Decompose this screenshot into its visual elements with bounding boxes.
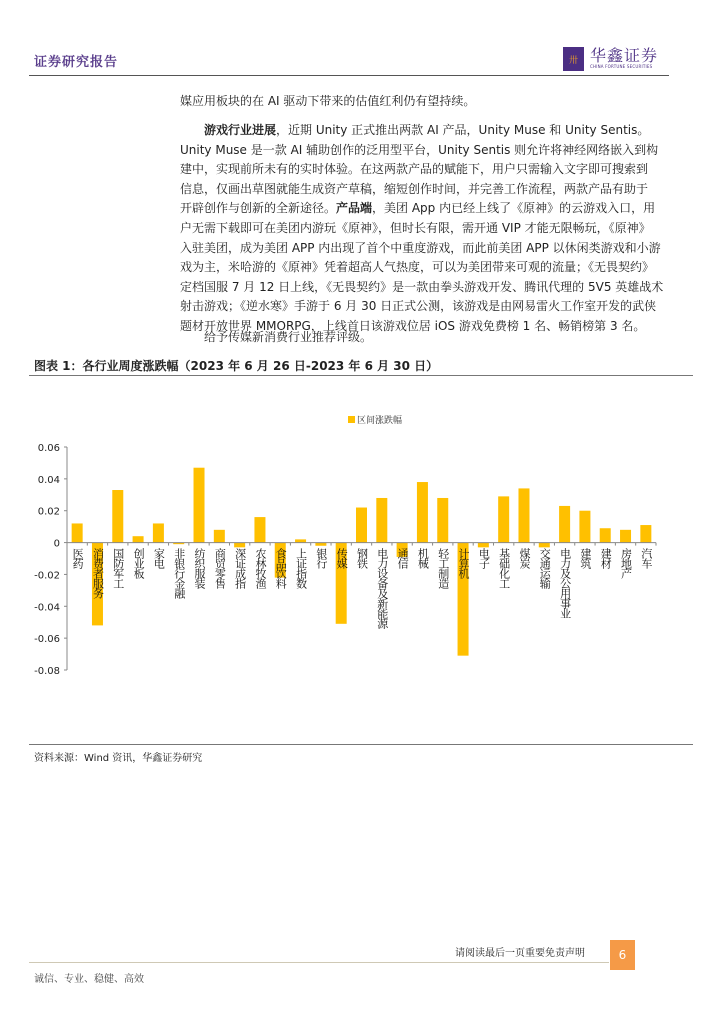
bar-机械 bbox=[417, 482, 428, 543]
text-line bbox=[180, 141, 692, 161]
bar-轻工制造 bbox=[437, 498, 448, 543]
text-run: 户无需下载即可在美团内游玩《原神》，但时长有限，需开通 VIP 才能无限畅玩，《原神》 bbox=[180, 220, 651, 235]
y-tick-label: -0.02 bbox=[34, 570, 60, 582]
y-tick-label: -0.04 bbox=[34, 602, 60, 614]
text-run: 给予传媒新消费行业推荐评级。 bbox=[204, 330, 373, 344]
x-tick-label: 银行 bbox=[314, 547, 328, 568]
x-tick-label: 电力及公用事业 bbox=[558, 547, 572, 618]
x-tick-label: 创业板 bbox=[132, 547, 146, 578]
bar-煤炭 bbox=[518, 488, 529, 542]
figure-top-rule bbox=[29, 375, 693, 376]
x-tick-label: 机械 bbox=[416, 547, 430, 568]
y-tick-label: 0 bbox=[53, 538, 60, 550]
text-run: 信息，仅画出草图就能生成资产草稿，缩短创作时间，并完善工作流程，两款产品有助于 bbox=[180, 181, 649, 196]
text-line bbox=[180, 160, 692, 180]
company-motto: 诚信、专业、稳健、高效 bbox=[34, 974, 144, 985]
x-tick-label: 非银行金融 bbox=[172, 547, 186, 598]
x-tick-label: 建材 bbox=[599, 547, 613, 568]
bar-商贸零售 bbox=[214, 530, 225, 543]
bar-建材 bbox=[600, 528, 611, 542]
x-tick-label: 汽车 bbox=[639, 547, 653, 568]
x-tick-label: 上证指数 bbox=[294, 547, 308, 588]
disclaimer-note: 请阅读最后一页重要免责声明 bbox=[455, 948, 585, 959]
x-tick-label: 房地产 bbox=[619, 547, 633, 578]
bar-电力设备及新能源 bbox=[376, 498, 387, 543]
text-run: 题材开放世界 MMORPG，上线首日该游戏位居 iOS 游戏免费榜 1 名、畅销榜第 3 名。 bbox=[180, 318, 646, 333]
text-line bbox=[180, 278, 692, 298]
x-tick-label: 电力设备及新能源 bbox=[375, 547, 389, 628]
bar-房地产 bbox=[620, 530, 631, 543]
bar-农林牧渔 bbox=[254, 517, 265, 542]
company-logo bbox=[563, 47, 658, 71]
footer-divider bbox=[29, 962, 609, 963]
bold-lead: 游戏行业进展 bbox=[204, 123, 277, 137]
bar-家电 bbox=[153, 523, 164, 542]
bar-电力及公用事业 bbox=[559, 506, 570, 543]
bar-基础化工 bbox=[498, 496, 509, 542]
figure-bottom-rule bbox=[29, 744, 693, 745]
text-line bbox=[180, 199, 692, 219]
text-run: 建中，实现前所未有的实时体验。在这两款产品的赋能下，用户只需输入文字即可搜索到 bbox=[180, 162, 649, 177]
x-tick-label: 计算机 bbox=[457, 547, 471, 578]
text-run: 射击游戏；《逆水寒》手游于 6 月 30 日正式公测，该游戏是由网易雷火工作室开发的武侠 bbox=[180, 299, 657, 314]
text-line bbox=[180, 258, 692, 278]
x-tick-label: 农林牧渔 bbox=[253, 547, 267, 588]
x-tick-label: 交通运输 bbox=[538, 547, 552, 588]
x-tick-label: 国防军工 bbox=[111, 547, 125, 588]
x-tick-label: 煤炭 bbox=[517, 547, 531, 568]
bar-创业板 bbox=[133, 536, 144, 542]
logo-en: CHINA FORTUNE SECURITIES bbox=[590, 64, 653, 69]
x-tick-label: 钢铁 bbox=[355, 547, 369, 568]
logo-mark-icon: 卅 bbox=[563, 47, 584, 71]
paragraph-gaming bbox=[180, 121, 692, 337]
header-divider bbox=[29, 75, 669, 76]
x-tick-label: 商贸零售 bbox=[213, 547, 227, 588]
x-tick-label: 深证成指 bbox=[233, 547, 247, 588]
bold-lead: 产品端 bbox=[336, 201, 373, 216]
legend-swatch bbox=[348, 416, 355, 423]
y-tick-label: -0.08 bbox=[34, 666, 60, 677]
logo-cn: 华鑫证券 bbox=[590, 46, 659, 65]
text-run: 媒应用板块的在 AI 驱动下带来的估值红利仍有望持续。 bbox=[180, 94, 476, 108]
y-tick-label: -0.06 bbox=[34, 634, 60, 646]
page-number: 6 bbox=[610, 940, 635, 970]
y-tick-label: 0.02 bbox=[37, 506, 60, 518]
x-tick-label: 轻工制造 bbox=[436, 547, 450, 588]
y-tick-label: 0.04 bbox=[37, 474, 60, 486]
text-line bbox=[180, 219, 692, 239]
x-tick-label: 通信 bbox=[396, 547, 410, 568]
y-tick-label: 0.06 bbox=[37, 443, 60, 454]
x-tick-label: 家电 bbox=[152, 547, 166, 568]
bar-医药 bbox=[72, 523, 83, 542]
bar-纺织服装 bbox=[194, 468, 205, 543]
paragraph-rating bbox=[180, 328, 692, 348]
text-run: 戏为主，米哈游的《原神》凭着超高人气热度，可以为美团带来可观的流量；《无畏契约》 bbox=[180, 260, 655, 275]
text-line bbox=[180, 239, 692, 259]
x-tick-label: 建筑 bbox=[578, 547, 592, 568]
bar-国防军工 bbox=[112, 490, 123, 543]
paragraph-intro-end bbox=[180, 92, 692, 112]
text-line bbox=[180, 328, 692, 348]
text-line bbox=[180, 180, 692, 200]
text-run: ，美团 App 内已经上线了《原神》的云游戏入口，用 bbox=[372, 201, 656, 216]
report-type-label: 证券研究报告 bbox=[34, 55, 119, 70]
x-tick-label: 传媒 bbox=[335, 547, 349, 568]
bar-汽车 bbox=[640, 525, 651, 543]
bar-建筑 bbox=[579, 511, 590, 543]
bar-钢铁 bbox=[356, 508, 367, 543]
text-run: 入驻美团，成为美团 APP 内出现了首个中重度游戏，而此前美团 APP 以休闲类游戏和小游 bbox=[180, 240, 661, 255]
text-line bbox=[180, 297, 692, 317]
text-line bbox=[180, 121, 692, 141]
text-run: 开辟创作与创新的全新途径。 bbox=[180, 201, 337, 216]
x-tick-label: 电子 bbox=[477, 547, 491, 568]
figure-title: 图表 1：各行业周度涨跌幅（2023 年 6 月 26 日-2023 年 6 月 30 日） bbox=[34, 359, 439, 373]
x-tick-label: 食品饮料 bbox=[274, 547, 288, 588]
x-tick-label: 纺织服装 bbox=[193, 547, 207, 588]
x-tick-label: 医药 bbox=[71, 547, 85, 568]
figure-source: 资料来源：Wind 资讯，华鑫证券研究 bbox=[34, 753, 203, 764]
text-run: 定档国服 7 月 12 日上线，《无畏契约》是一款由拳头游戏开发、腾讯代理的 5V5 英雄战术 bbox=[180, 279, 664, 294]
text-line bbox=[180, 92, 692, 112]
text-run: Unity Muse 是一款 AI 辅助创作的泛用型平台，Unity Sentis 则允许将神经网络嵌入到构 bbox=[180, 142, 659, 157]
x-tick-label: 基础化工 bbox=[497, 547, 511, 588]
x-tick-label: 消费者服务 bbox=[91, 547, 105, 598]
text-run: ，近期 Unity 正式推出两款 AI 产品，Unity Muse 和 Unity Sentis。 bbox=[276, 123, 650, 137]
legend-label: 区间涨跌幅 bbox=[357, 416, 403, 426]
